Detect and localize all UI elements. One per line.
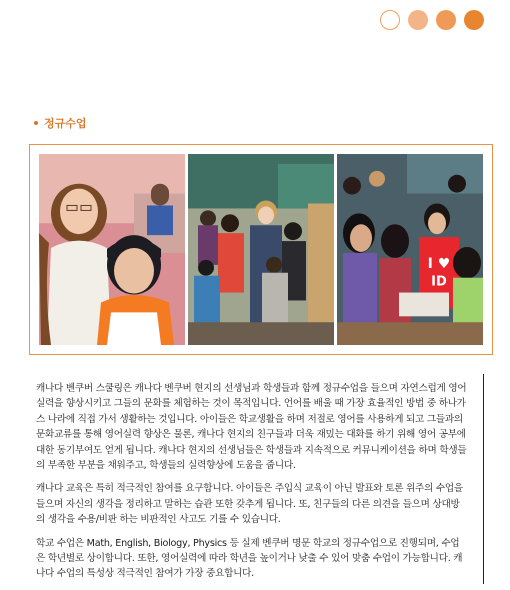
- dot-dark-icon: [464, 10, 484, 30]
- bullet-icon: [34, 121, 38, 125]
- student-teacher-photo: [39, 154, 185, 345]
- paragraph-participation: 캐나다 교육은 특히 적극적인 참여를 요구합니다. 아이들은 주입식 교육이 아닌 발표와 토론 위주의 수업을 들으며 자신의 생각을 정리하고 말하는 습관 또한 갖추게 됩니다. 또, 친구들의 다른 의견을 들으며 상대방의 생각을 수용/비판 하는 비판적인 사고도 기를 수 있습니다.: [36, 483, 463, 526]
- dot-medium-icon: [436, 10, 456, 30]
- paragraph-intro: 캐나다 벤쿠버 스쿨링은 캐나다 벤쿠버 현지의 선생님과 학생들과 함께 정규수업을 들으며 자연스럽게 영어실력을 향상시키고 그들의 문화를 체험하는 것이 목적입니다. 언어를 배울 때 가장 효율적인 방법 중 하나가 스 나라에 직접 가서 생활하는 것입니다. 아이들은 학교생활을 하며 저절로 영어를 사용하게 되고 그들과의 문화교류를 통해 영어실력 향상은 물론, 캐나다 현지의 친구들과 더욱 재밌는 대화를 하기 위해 영어 공부에 대한 동기부여도 얻게 됩니다. 캐나다 현지의 선생님들은 학생들과 지속적으로 커뮤니케이션을 하며 학생들의 부족한 부분을 채워주고, 학생들의 실력향상에 도움을 줍니다.: [36, 383, 467, 472]
- section-title: 정규수업: [44, 117, 87, 130]
- classroom-group-photo: [188, 154, 334, 345]
- paragraph-curriculum: 학교 수업은 Math, English, Biology, Physics 등 실제 벤쿠버 명문 학교의 정규수업으로 진행되며, 수업은 학년별로 상이합니다. 또한, 영어실력에 따라 학년을 높이거나 낮출 수 있어 맞춤 수업이 가능합니다. 캐나다 수업의 특성상 적극적인 참여가 가장 중요합니다.: [36, 537, 463, 580]
- dot-outline-icon: [380, 10, 400, 30]
- svg-text:ID: ID: [431, 274, 447, 290]
- photo-strip: [39, 154, 483, 345]
- right-divider: [483, 374, 484, 584]
- body-text: [36, 381, 468, 590]
- photo-frame: [29, 144, 493, 355]
- dot-light-icon: [408, 10, 428, 30]
- svg-text:I ♥: I ♥: [427, 255, 451, 272]
- section-heading: [34, 115, 87, 131]
- students-activity-photo: [337, 154, 483, 345]
- decorative-dots: [380, 10, 484, 30]
